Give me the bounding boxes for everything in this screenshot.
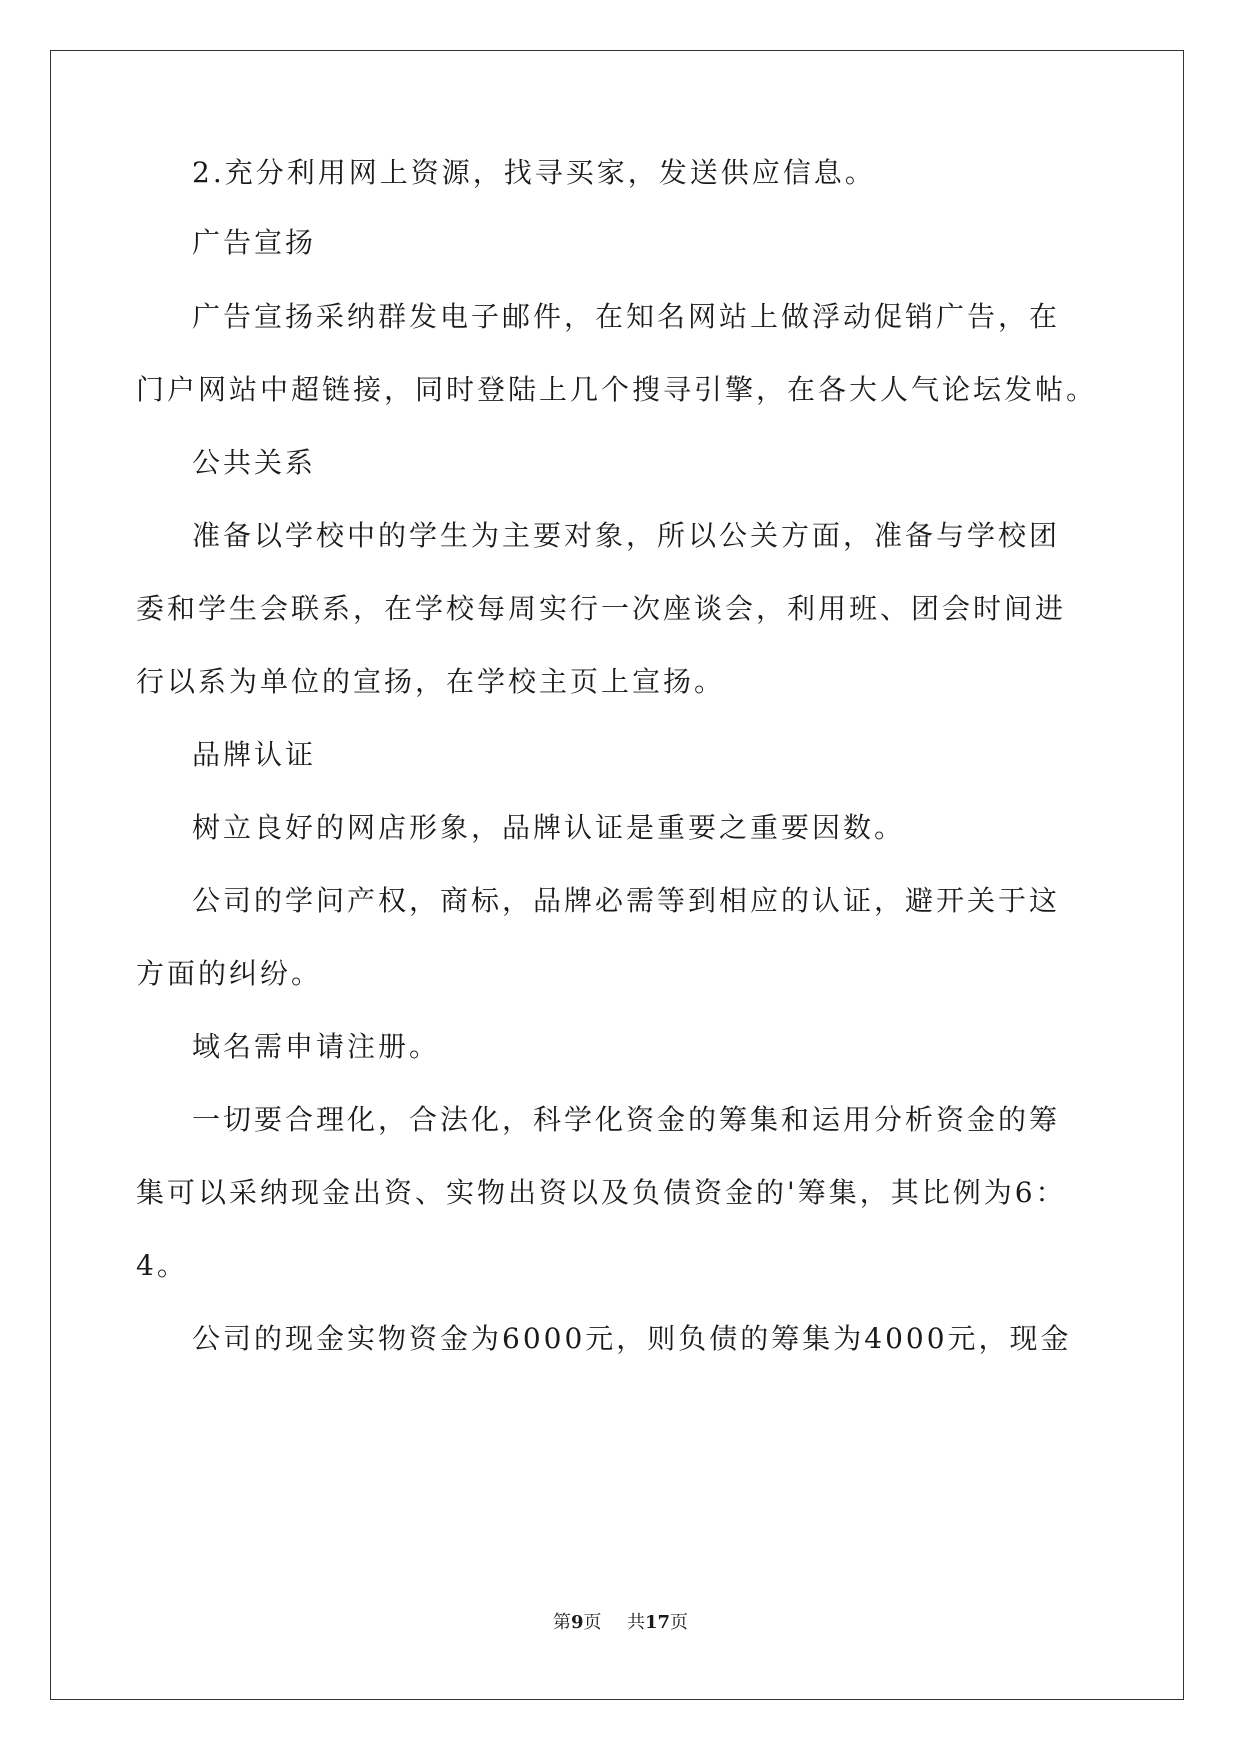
paragraph-line: 域名需申请注册。: [192, 1030, 441, 1063]
page-prefix: 第: [552, 1612, 571, 1633]
section-heading: 公共关系: [192, 446, 317, 479]
page-footer: [0, 1611, 1241, 1635]
section-heading: 品牌认证: [192, 738, 317, 771]
paragraph-line: 树立良好的网店形象，品牌认证是重要之重要因数。: [192, 811, 906, 844]
page-number: 9: [570, 1612, 584, 1633]
paragraph-line: 准备以学校中的学生为主要对象，所以公关方面，准备与学校团: [192, 519, 1061, 552]
total-suffix: 页: [670, 1612, 689, 1633]
paragraph-line: 2.充分利用网上资源，找寻买家，发送供应信息。: [192, 156, 876, 189]
paragraph-line: 方面的纠纷。: [136, 957, 323, 990]
total-prefix: 共: [626, 1612, 645, 1633]
paragraph-line: 委和学生会联系，在学校每周实行一次座谈会，利用班、团会时间进: [136, 592, 1067, 625]
paragraph-line: 一切要合理化，合法化，科学化资金的筹集和运用分析资金的筹: [192, 1103, 1061, 1136]
paragraph-line: 门户网站中超链接，同时登陆上几个搜寻引擎，在各大人气论坛发帖。: [136, 373, 1098, 406]
section-heading: 广告宣扬: [192, 226, 317, 259]
paragraph-line: 4。: [136, 1249, 188, 1282]
page-suffix: 页: [583, 1612, 602, 1633]
total-pages: 17: [644, 1612, 671, 1633]
paragraph-line: 集可以采纳现金出资、实物出资以及负债资金的'筹集，其比例为6：: [136, 1176, 1067, 1209]
paragraph-line: 公司的学问产权，商标，品牌必需等到相应的认证，避开关于这: [192, 884, 1061, 917]
paragraph-line: 广告宣扬采纳群发电子邮件，在知名网站上做浮动促销广告，在: [192, 300, 1061, 333]
paragraph-line: 公司的现金实物资金为6000元，则负债的筹集为4000元，现金: [192, 1322, 1072, 1355]
paragraph-line: 行以系为单位的宣扬，在学校主页上宣扬。: [136, 665, 726, 698]
